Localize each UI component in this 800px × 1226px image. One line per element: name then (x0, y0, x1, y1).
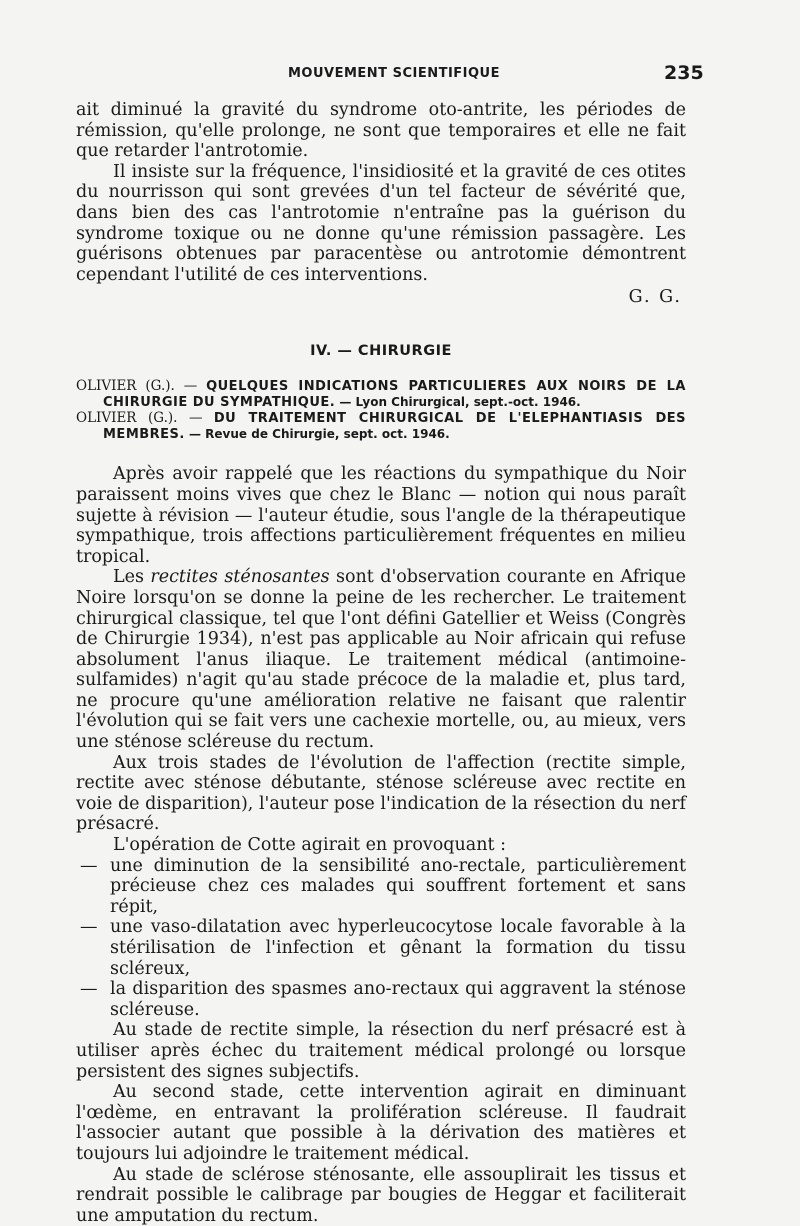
dash-list-item (76, 979, 686, 1020)
list-item-text: la disparition des spasmes ano-rectaux qui aggravent la sténose scléreuse. (110, 979, 686, 1020)
paragraph: Après avoir rappelé que les réactions du sympathique du Noir paraissent moins vives que chez le Blanc — notion qui nous paraît sujette à révision — l'auteur étudie, sous l'angle de la thérapeutique sympathique, trois affections particulièrement fréquentes en milieu tropical. (76, 464, 686, 567)
reference-author: OLIVIER (G.). — (76, 378, 198, 395)
reference-entry (76, 411, 686, 442)
paragraph-rest: sont d'observation courante en Afrique Noire lorsqu'on se donne la peine de les rechercher. Le traitement chirurgical classique, tel que l'ont défini Gatellier et Weiss (Congrès de Chirurgie 1934), n'est pas applicable au Noir africain qui refuse absolument l'anus iliaque. Le traitement médical (antimoine-sulfamides) n'agit qu'au stade précoce de la maladie et, plus tard, ne procure qu'une amélioration relative ne faisant que ralentir l'évolution qui se fait vers une cachexie mortelle, ou, au mieux, vers une sténose scléreuse du rectum. (76, 567, 687, 753)
reference-entry (76, 379, 686, 410)
page-header (0, 62, 800, 86)
running-title: MOUVEMENT SCIENTIFIQUE (288, 66, 500, 81)
reference-title: QUELQUES INDICATIONS PARTICULIERES AUX NOIRS DE LA CHIRURGIE DU SYMPATHIQUE. (103, 379, 686, 410)
reviewer-signature: G. G. (628, 287, 682, 308)
page-number: 235 (664, 62, 704, 84)
paragraph (76, 567, 686, 752)
italic-term: rectites sténosantes (150, 567, 330, 588)
reference-title: DU TRAITEMENT CHIRURGICAL DE L'ELEPHANTIASIS DES MEMBRES. (103, 411, 687, 442)
section-heading: IV. — CHIRURGIE (310, 343, 452, 360)
reference-list (76, 379, 686, 442)
paragraph: ait diminué la gravité du syndrome oto-antrite, les périodes de rémission, qu'elle prolonge, ne sont que temporaires et elle ne fait que retarder l'antrotomie. (76, 100, 686, 162)
dash-list-item (76, 917, 686, 979)
page-body (76, 100, 686, 1226)
article-body (76, 464, 686, 1226)
list-item-text: une diminution de la sensibilité ano-rectale, particulièrement précieuse chez ces malades qui souffrent fortement et sans répit, (110, 855, 686, 917)
dash-marker: — (80, 979, 98, 1000)
reference-author: OLIVIER (G.). — (76, 410, 203, 427)
dash-marker: — (80, 855, 98, 876)
dash-marker: — (80, 917, 98, 938)
paragraph: Au second stade, cette intervention agirait en diminuant l'œdème, en entravant la prolifération scléreuse. Il faudrait l'associer autant que possible à la dérivation des matières et toujours lui adjoindre le traitement médical. (76, 1082, 686, 1164)
paragraph: Au stade de rectite simple, la résection du nerf présacré est à utiliser après échec du traitement médical prolongé ou lorsque persistent des signes subjectifs. (76, 1020, 686, 1082)
reference-journal: — Lyon Chirurgical, sept.-oct. 1946. (339, 394, 581, 409)
paragraph: Au stade de sclérose sténosante, elle assouplirait les tissus et rendrait possible le calibrage par bougies de Heggar et faciliterait une amputation du rectum. (76, 1164, 686, 1226)
paragraph: Il insiste sur la fréquence, l'insidiosité et la gravité de ces otites du nourrisson qui sont grevées d'un tel facteur de sévérité que, dans bien des cas l'antrotomie n'entraîne pas la guérison du syndrome toxique ou ne donne qu'une rémission passagère. Les guérisons obtenues par paracentèse ou antrotomie démontrent cependant l'utilité de ces interventions. (76, 161, 686, 285)
reference-journal: — Revue de Chirurgie, sept. oct. 1946. (189, 426, 450, 441)
paragraph: L'opération de Cotte agirait en provoquant : (113, 835, 506, 856)
dash-list-item (76, 856, 686, 918)
paragraph: Aux trois stades de l'évolution de l'affection (rectite simple, rectite avec sténose débutante, sténose scléreuse avec rectite en voie de disparition), l'auteur pose l'indication de la résection du nerf présacré. (76, 752, 686, 835)
list-item-text: une vaso-dilatation avec hyperleucocytose locale favorable à la stérilisation de l'infection et gênant la formation du tissu scléreux, (110, 917, 686, 979)
paragraph-lead: Les (113, 567, 151, 588)
